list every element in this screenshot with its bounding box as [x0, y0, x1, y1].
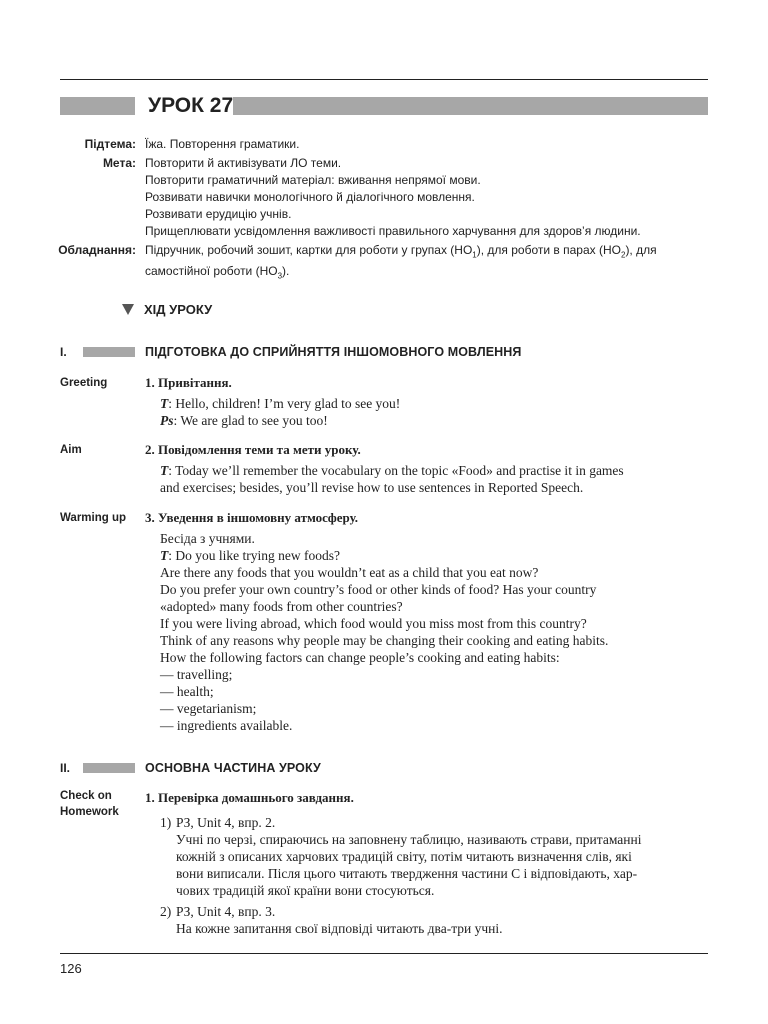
- subtopic-label: Підтема:: [84, 137, 136, 151]
- check-item-2-title: РЗ, Unit 4, впр. 3.: [176, 904, 276, 919]
- side-label-aim: Aim: [60, 444, 82, 456]
- section-2-number: II.: [60, 761, 71, 775]
- greeting-heading: 1. Привітання.: [145, 375, 232, 390]
- greeting-dialogue: T: Hello, children! I’m very glad to see you! Ps: We are glad to see you too!: [160, 396, 401, 428]
- aim-text: T: Today we’ll remember the vocabulary on the topic «Food» and practise it in games and exercises; besides, you’ll revise how to use sentences in Reported Speech.: [160, 463, 624, 495]
- section-2-bar: [83, 763, 135, 773]
- top-rule: [60, 79, 708, 80]
- procedure-heading: ХІД УРОКУ: [144, 302, 213, 317]
- side-label-check-homework: Check on Homework: [60, 790, 119, 818]
- check-item-2-text: На кожне запитання свої відповіді читають два-три учні.: [176, 921, 503, 936]
- section-1-bar: [83, 347, 135, 357]
- aim-item: Розвивати навички монологічного й діалогічного мовлення.: [145, 190, 475, 204]
- lesson-title: УРОК 27: [148, 94, 234, 117]
- warmup-heading: 3. Уведення в іншомовну атмосферу.: [145, 510, 359, 525]
- aim-label: Мета:: [102, 156, 136, 170]
- aim-item: Повторити граматичний матеріал: вживання непрямої мови.: [145, 173, 481, 187]
- check-item-1-text: Учні по черзі, спираючись на заповнену таблицю, називають страви, притаманні кожній з описаних харчових традицій світу, потім читають визначення слів, які вони виписали. Після цього читають твердження частини С і відповідають, хар- чових традицій якої країни вони стосуються.: [176, 832, 642, 898]
- section-1-number: I.: [60, 345, 67, 359]
- side-label-warming-up: Warming up: [60, 512, 127, 524]
- aim-item: Повторити й активізувати ЛО теми.: [145, 156, 342, 170]
- section-2-title: ОСНОВНА ЧАСТИНА УРОКУ: [145, 761, 321, 775]
- aim-list: [145, 155, 710, 240]
- check-item-1-title: РЗ, Unit 4, впр. 2.: [176, 815, 276, 830]
- check-item-1-number: 1): [160, 815, 172, 830]
- side-label-greeting: Greeting: [60, 377, 108, 389]
- subtopic-text: Їжа. Повторення граматики.: [145, 137, 300, 151]
- equipment-label: Обладнання:: [58, 243, 136, 257]
- aim-item: Прищеплювати усвідомлення важливості правильного харчування для здоров’я людини.: [145, 224, 641, 238]
- page-number: 126: [60, 961, 82, 976]
- section-1-title: ПІДГОТОВКА ДО СПРИЙНЯТТЯ ІНШОМОВНОГО МОВЛЕННЯ: [145, 345, 522, 359]
- warmup-text: Бесіда з учнями. T: Do you like trying new foods? Are there any foods that you wouldn’t eat as a child that you eat now? Do you prefer your own country’s food or other kinds of food? Has your country «adopted» many foods from other countries? If you were living abroad, which food would you miss most from this country? Think of any reasons why people may be changing their cooking and eating habits. How the following factors can change people’s cooking and eating habits: — travelling; — health; — vegetarianism; — ingredients available.: [160, 531, 609, 733]
- aim-item: Розвивати ерудицію учнів.: [145, 207, 292, 221]
- down-triangle-icon: [122, 304, 134, 315]
- aim-heading: 2. Повідомлення теми та мети уроку.: [145, 442, 361, 457]
- header-bar-left: [60, 97, 135, 115]
- check-item-2-number: 2): [160, 904, 172, 919]
- header-bar-right: [233, 97, 708, 115]
- bottom-rule: [60, 953, 708, 954]
- equipment-text: Підручник, робочий зошит, картки для роботи у групах $(НО_1)$, для роботи в парах $(НО_2)$, для самостійної роботи $(НО_3)$.: [145, 243, 657, 281]
- check-heading: 1. Перевірка домашнього завдання.: [145, 790, 354, 805]
